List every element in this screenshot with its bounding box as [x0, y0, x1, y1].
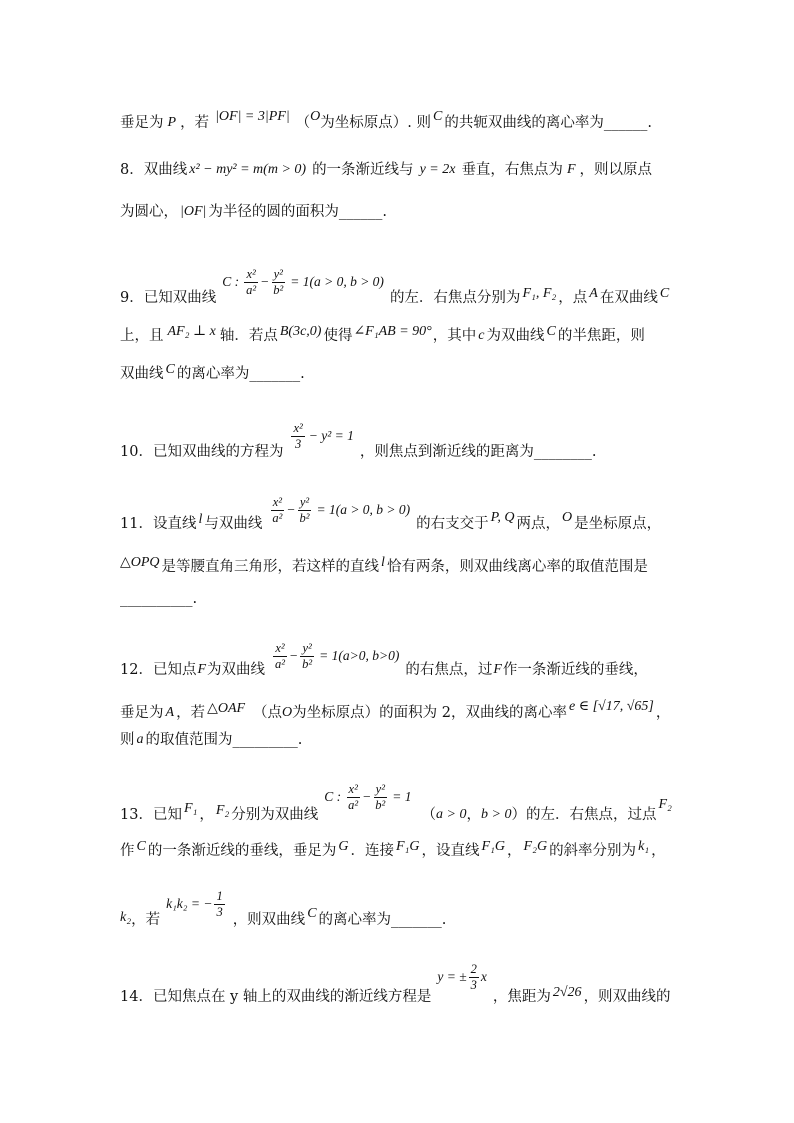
fraction: [271, 267, 285, 298]
denominator: b²: [299, 510, 310, 525]
text: 的左．右焦点分别为: [389, 290, 521, 306]
text: 分别为双曲线: [231, 807, 319, 823]
math: = 1: [392, 789, 412, 804]
math: P: [167, 115, 177, 130]
text: 10．已知双曲线的方程为: [120, 444, 284, 460]
math: F₁G: [395, 839, 420, 854]
text: ，焦距为: [492, 989, 551, 1005]
math: l: [198, 512, 203, 527]
minus: −: [260, 274, 270, 289]
numerator: x²: [348, 781, 358, 796]
math: △OPQ: [120, 555, 160, 570]
math: C: [136, 839, 146, 854]
text: 双曲线: [120, 366, 164, 382]
text: ，若: [176, 705, 206, 721]
text: 恰有两条，则双曲线离心率的取值范围是: [386, 559, 648, 575]
math: F: [493, 662, 502, 677]
text: （: [295, 115, 311, 131]
math: B(3c,0): [279, 324, 322, 339]
text: 的一条渐近线与: [312, 162, 414, 178]
text: 作一条渐近线的垂线，: [502, 662, 648, 678]
math: C: [546, 324, 556, 339]
math: F: [566, 162, 576, 177]
math: − y² = 1: [308, 428, 354, 443]
numerator: y²: [302, 640, 312, 655]
text: ，则焦点到渐近线的距离为________.: [359, 444, 597, 460]
text: 使得: [323, 328, 353, 344]
fraction: [214, 889, 224, 920]
text: 是坐标原点，: [574, 516, 662, 532]
text: ，若: [180, 115, 210, 131]
fraction: [373, 782, 387, 813]
problem-13-end: [120, 886, 680, 926]
numerator: x²: [293, 420, 303, 435]
math: 2√26: [552, 985, 582, 1000]
text: 为双曲线: [207, 662, 266, 678]
text: 为坐标原点）的面积为 2，双曲线的离心率: [292, 705, 568, 721]
math: P, Q: [490, 510, 515, 525]
numerator: x²: [275, 640, 285, 655]
formula: [166, 889, 227, 920]
text: 作: [120, 843, 135, 859]
math: G: [338, 839, 349, 854]
problem-8-cont: [120, 201, 680, 223]
math: k₁k₂ = −: [166, 896, 213, 911]
text: ）的左．右焦点，过点: [511, 807, 657, 823]
minus: −: [289, 648, 299, 663]
fraction: [273, 641, 287, 672]
math: C :: [324, 789, 342, 804]
problem-7-tail: [120, 109, 680, 134]
text: ．连接: [350, 843, 394, 859]
math: a > 0: [436, 807, 467, 822]
text: 14．已知焦点在 y 轴上的双曲线的渐近线方程是: [120, 989, 432, 1005]
text: ，则以原点: [579, 162, 652, 178]
math: b > 0: [481, 807, 512, 822]
text: 为半径的圆的面积为______.: [208, 204, 387, 220]
text: ，: [507, 843, 522, 859]
math: C :: [222, 274, 240, 289]
formula: [268, 495, 410, 526]
text: （点: [253, 705, 283, 721]
formula: [289, 421, 353, 452]
text: 与双曲线: [204, 516, 263, 532]
text: 8．双曲线: [120, 162, 188, 178]
text: 的离心率为_______.: [176, 366, 305, 382]
math: C: [307, 906, 317, 921]
math: x: [480, 969, 487, 984]
math: O: [310, 109, 321, 124]
text: ，: [199, 807, 214, 823]
text: 两点，: [516, 516, 561, 532]
text: 上，且: [120, 328, 164, 344]
numerator: x²: [272, 494, 282, 509]
fraction: [244, 267, 258, 298]
text: 11．设直线: [120, 516, 197, 532]
math: O: [562, 510, 573, 525]
problem-9-end: [120, 363, 680, 385]
problem-11: [120, 490, 680, 530]
math: C: [659, 286, 670, 301]
math: x² − my² = m(m > 0): [189, 162, 307, 177]
text: ，: [651, 843, 666, 859]
problem-9-cont: [120, 325, 680, 347]
math: A: [165, 705, 175, 720]
problem-9: [120, 268, 680, 308]
denominator: 3: [216, 904, 223, 919]
fraction: [300, 641, 314, 672]
text: ，则双曲线的: [583, 989, 671, 1005]
denominator: b²: [302, 656, 313, 671]
text: ，其中: [432, 328, 477, 344]
math: y = ±: [437, 969, 467, 984]
text: 的右焦点，过: [405, 662, 493, 678]
numerator: y²: [299, 494, 310, 509]
problem-12-cont: [120, 699, 680, 724]
text: 为坐标原点）. 则: [320, 115, 432, 131]
text: 9．已知双曲线: [120, 290, 217, 306]
problem-11-answer-blank: [120, 588, 680, 610]
math: e ∈ [√17, √65]: [569, 699, 654, 714]
problem-12-end: [120, 729, 680, 751]
math: A: [589, 286, 598, 301]
math: = 1(a>0, b>0): [319, 648, 400, 663]
numerator: y²: [375, 781, 385, 796]
math: c: [478, 328, 485, 343]
text: ，若: [131, 912, 161, 928]
denominator: 3: [470, 977, 477, 992]
text: 的半焦距，则: [557, 328, 645, 344]
text: 的取值范围为_________.: [145, 732, 303, 748]
formula: [324, 782, 411, 813]
denominator: b²: [375, 797, 386, 812]
text: 在双曲线: [599, 290, 658, 306]
formula: [271, 641, 399, 672]
fraction: [270, 495, 284, 526]
text: 是等腰直角三角形，若这样的直线: [161, 559, 380, 575]
numerator: 2: [470, 961, 477, 976]
math: a: [136, 732, 144, 747]
text: 的斜率分别为: [549, 843, 637, 859]
math: F₁G: [481, 839, 506, 854]
math: F₂: [658, 797, 672, 812]
math: AF₂ ⊥ x: [167, 324, 216, 339]
math: = 1(a > 0, b > 0): [290, 274, 384, 289]
math: k₂: [120, 910, 132, 925]
minus: −: [362, 789, 372, 804]
text: 为双曲线: [486, 328, 545, 344]
math: △OAF: [207, 701, 246, 716]
fraction: [469, 962, 479, 993]
text: 的右支交于: [416, 516, 489, 532]
text: __________.: [120, 591, 198, 607]
denominator: a²: [275, 656, 286, 671]
denominator: a²: [348, 797, 359, 812]
fraction: [291, 421, 304, 452]
problem-8: [120, 159, 680, 181]
math: l: [381, 555, 385, 570]
math: |OF|: [180, 204, 207, 219]
formula: [437, 962, 487, 993]
problem-14: [120, 960, 680, 1005]
text: 为圆心，: [120, 204, 178, 220]
text: （: [421, 807, 437, 823]
problem-11-cont: [120, 556, 680, 578]
numerator: y²: [273, 266, 283, 281]
formula: [222, 267, 384, 298]
text: 则: [120, 732, 135, 748]
text: 垂直，右焦点为: [461, 162, 563, 178]
math: F₂: [215, 803, 230, 818]
denominator: b²: [273, 282, 284, 297]
math: = 1(a > 0, b > 0): [316, 502, 411, 517]
text: ，: [655, 705, 671, 721]
numerator: 1: [216, 888, 223, 903]
text: ，设直线: [421, 843, 480, 859]
math: k₁: [638, 839, 650, 854]
denominator: a²: [246, 282, 257, 297]
math: C: [165, 362, 175, 377]
math: C: [433, 109, 443, 124]
text: 13．已知: [120, 807, 182, 823]
numerator: x²: [246, 266, 256, 281]
math: ∠F₁AB = 90°: [353, 324, 432, 339]
fraction: [297, 495, 311, 526]
text: ，点: [558, 290, 588, 306]
math: y = 2x: [419, 162, 456, 177]
problem-10: [120, 418, 680, 458]
math: |OF| = 3|PF|: [215, 109, 290, 124]
math: F₂G: [523, 839, 548, 854]
text: 垂足为: [120, 705, 164, 721]
problem-12: [120, 636, 680, 676]
math: F₁, F₂: [522, 286, 557, 301]
denominator: 3: [294, 436, 302, 451]
text: 的一条渐近线的垂线，垂足为: [147, 843, 337, 859]
problem-13: [120, 780, 680, 822]
text: ，: [466, 807, 481, 823]
text: 12．已知点: [120, 662, 197, 678]
fraction: [346, 782, 360, 813]
text: 轴．若点: [219, 328, 278, 344]
text: 的离心率为_______.: [318, 912, 447, 928]
text: ，则双曲线: [232, 912, 306, 928]
minus: −: [286, 502, 296, 517]
math: F: [197, 662, 207, 677]
math: O: [282, 705, 293, 720]
problem-13-cont: [120, 840, 680, 862]
denominator: a²: [272, 510, 283, 525]
text: 的共轭双曲线的离心率为______.: [444, 115, 652, 131]
text: 垂足为: [120, 115, 164, 131]
math: F₁: [183, 801, 198, 816]
